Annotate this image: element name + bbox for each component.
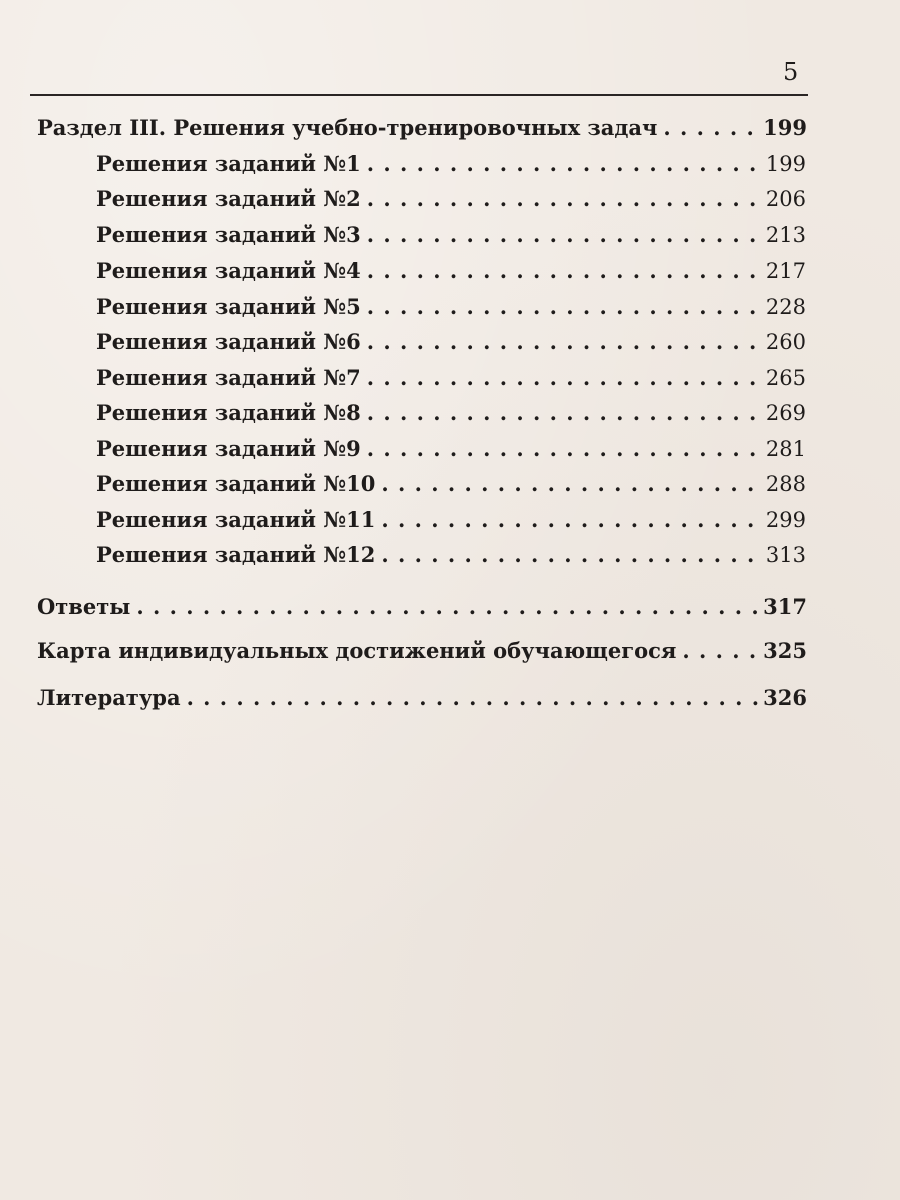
toc-entry-achievement-map[interactable] xyxy=(37,638,807,664)
dot-leader xyxy=(381,507,762,533)
toc-entry-solutions-5[interactable] xyxy=(96,294,806,320)
dot-leader xyxy=(367,258,762,284)
toc-entry-page: 213 xyxy=(765,223,806,247)
toc-entry-page: 199 xyxy=(765,152,806,176)
toc-entry-label: Решения заданий №12 xyxy=(96,542,376,567)
toc-entry-solutions-9[interactable] xyxy=(96,436,806,462)
toc-entry-label: Решения заданий №6 xyxy=(96,329,361,354)
toc-entry-label: Ответы xyxy=(37,594,131,619)
dot-leader xyxy=(367,294,762,320)
toc-entry-page: 313 xyxy=(765,543,806,567)
toc-entry-label: Решения заданий №8 xyxy=(96,400,361,425)
toc-entry-page: 228 xyxy=(765,295,806,319)
toc-entry-solutions-1[interactable] xyxy=(96,151,806,177)
toc-entry-literature[interactable] xyxy=(37,685,807,711)
toc-entry-solutions-4[interactable] xyxy=(96,258,806,284)
toc-entry-solutions-3[interactable] xyxy=(96,222,806,248)
toc-entry-page: 325 xyxy=(763,638,807,663)
toc-entry-page: 199 xyxy=(763,115,807,140)
toc-entry-label: Решения заданий №7 xyxy=(96,365,361,390)
toc-entry-page: 281 xyxy=(765,437,806,461)
toc-entry-solutions-12[interactable] xyxy=(96,542,806,568)
toc-entry-page: 260 xyxy=(765,330,806,354)
dot-leader xyxy=(367,151,762,177)
toc-entry-page: 326 xyxy=(763,685,807,710)
toc-entry-label: Решения заданий №1 xyxy=(96,151,361,176)
dot-leader xyxy=(136,594,759,620)
toc-entry-label: Литература xyxy=(37,685,181,710)
toc-entry-label: Решения заданий №10 xyxy=(96,471,376,496)
toc-entry-label: Решения заданий №9 xyxy=(96,436,361,461)
page-number: 5 xyxy=(783,58,799,86)
toc-entry-page: 288 xyxy=(765,472,806,496)
toc-entry-section-3[interactable] xyxy=(37,115,807,141)
toc-entry-solutions-8[interactable] xyxy=(96,400,806,426)
toc-entry-label: Решения заданий №2 xyxy=(96,186,361,211)
toc-entry-page: 217 xyxy=(765,259,806,283)
toc-entry-page: 206 xyxy=(765,187,806,211)
dot-leader xyxy=(367,436,762,462)
dot-leader xyxy=(367,329,762,355)
toc-entry-answers[interactable] xyxy=(37,594,807,620)
toc-entry-label: Решения заданий №4 xyxy=(96,258,361,283)
toc-entry-solutions-11[interactable] xyxy=(96,507,806,533)
toc-entry-page: 317 xyxy=(763,594,807,619)
dot-leader xyxy=(367,222,762,248)
dot-leader xyxy=(663,115,759,141)
dot-leader xyxy=(187,685,760,711)
toc-entry-page: 269 xyxy=(765,401,806,425)
toc-entry-label: Решения заданий №11 xyxy=(96,507,376,532)
dot-leader xyxy=(367,400,762,426)
toc-entry-solutions-6[interactable] xyxy=(96,329,806,355)
toc-entry-solutions-10[interactable] xyxy=(96,471,806,497)
dot-leader xyxy=(367,186,762,212)
toc-entry-label: Раздел III. Решения учебно-тренировочных задач xyxy=(37,115,658,140)
toc-entry-label: Решения заданий №5 xyxy=(96,294,361,319)
dot-leader xyxy=(381,542,762,568)
toc-entry-solutions-7[interactable] xyxy=(96,365,806,391)
toc-entry-label: Карта индивидуальных достижений обучающегося xyxy=(37,638,677,663)
dot-leader xyxy=(367,365,762,391)
dot-leader xyxy=(682,638,759,664)
toc-entry-label: Решения заданий №3 xyxy=(96,222,361,247)
toc-entry-page: 299 xyxy=(765,508,806,532)
dot-leader xyxy=(381,471,762,497)
toc-entry-page: 265 xyxy=(765,366,806,390)
toc-entry-solutions-2[interactable] xyxy=(96,186,806,212)
